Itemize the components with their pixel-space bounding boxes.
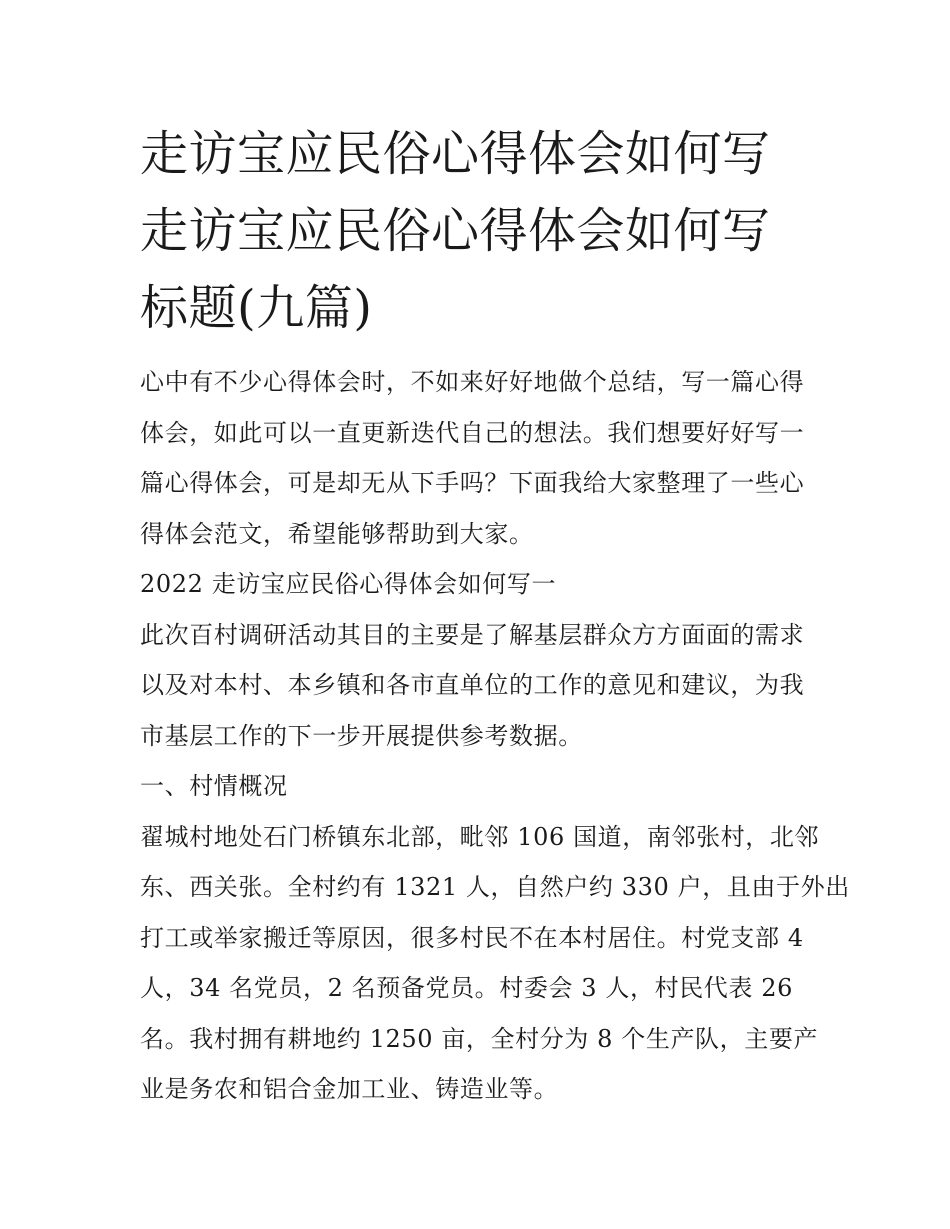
paragraph-line: 名。我村拥有耕地约 1250 亩，全村分为 8 个生产队，主要产 [140,1024,819,1053]
paragraph-line: 东、西关张。全村约有 1321 人，自然户约 330 户，且由于外出 [140,873,850,901]
paragraph-line: 人，34 名党员，2 名预备党员。村委会 3 人，村民代表 26 [140,974,793,1002]
paragraph-line: 以及对本村、本乡镇和各市直单位的工作的意见和建议，为我 [140,671,805,699]
paragraph-line: 此次百村调研活动其目的主要是了解基层群众方方面面的需求 [140,620,805,649]
title-line: 走访宝应民俗心得体会如何写 [140,126,771,182]
intro-paragraph-line: 篇心得体会，可是却无从下手吗？下面我给大家整理了一些心 [140,469,805,497]
intro-paragraph-line: 体会，如此可以一直更新迭代自己的想法。我们想要好好写一 [140,418,805,447]
title-line: 标题(九篇) [140,280,373,336]
document-body [140,357,850,1115]
paragraph-line: 市基层工作的下一步开展提供参考数据。 [140,721,583,750]
paragraph-line: 翟城村地处石门桥镇东北部，毗邻 106 国道，南邻张村，北邻 [140,822,820,851]
paragraph-line: 业是务农和铝合金加工业、铸造业等。 [140,1075,559,1103]
intro-paragraph-line: 得体会范文，希望能够帮助到大家。 [140,519,534,548]
section-heading: 2022 走访宝应民俗心得体会如何写一 [140,570,557,598]
title-line: 走访宝应民俗心得体会如何写 [140,203,771,259]
paragraph-line: 打工或举家搬迁等原因，很多村民不在本村居住。村党支部 4 [140,923,804,952]
document-title [140,116,820,347]
subsection-heading: 一、村情概况 [140,772,288,800]
intro-paragraph-line: 心中有不少心得体会时，不如来好好地做个总结，写一篇心得 [140,368,805,396]
